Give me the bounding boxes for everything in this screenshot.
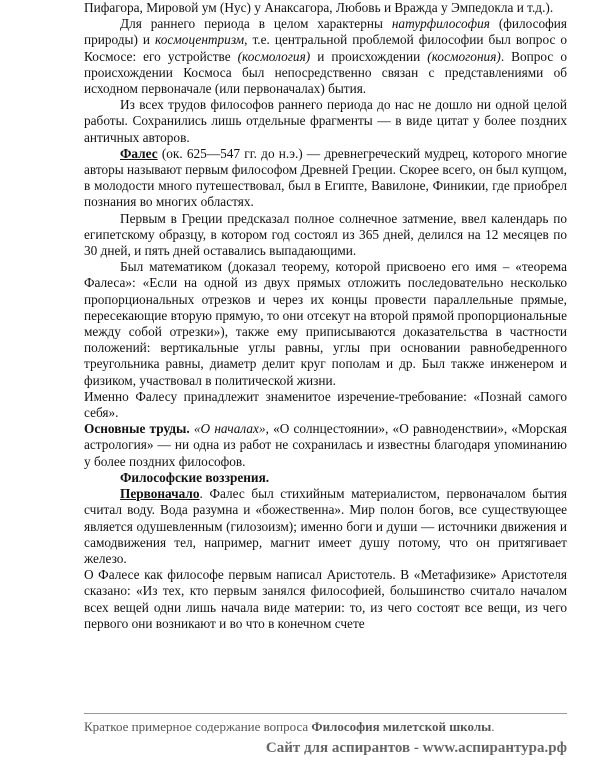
title-on-principles: «О началах» [193, 421, 266, 437]
paragraph-fragments: Из всех трудов философов раннего периода до нас не дошло ни одной целой работы. Сохранились лишь отдельные фрагменты — в виде цитат у более поздних античных авторов. [84, 97, 567, 145]
paragraph-main-works: Основные труды. «О началах», «О солнцестоянии», «О равноденствии», «Морская астрология» — ни одна из работ не сохранилась и известны благодаря упоминанию у более поздних философов. [84, 421, 567, 469]
term-first-principle: Первоначало [120, 486, 200, 502]
paragraph-intro-end: Пифагора, Мировой ум (Нус) у Анаксагора, Любовь и Вражда у Эмпедокла и т.д.). [84, 0, 554, 15]
footer-topic: Философия милетской школы [311, 719, 492, 734]
term-cosmogony: (космогония) [427, 48, 501, 64]
footer-divider [84, 713, 567, 714]
paragraph-eclipse: Первым в Греции предсказал полное солнечное затмение, ввел календарь по египетскому образцу, в котором год состоял из 365 дней, делился на 12 месяцев по 30 дней, и пять дней оставались выпадающими. [84, 210, 567, 259]
paragraph-thales-bio: Фалес (ок. 625—547 гг. до н.э.) — древнегреческий мудрец, которого многие авторы называют первым философом Древней Греции. Скорее всего, он был купцом, в молодости много путешествовал, был в Египте, Вавилоне, Финикии, где приобрел познания во многих областях. [84, 145, 567, 210]
footer-summary: Краткое примерное содержание вопроса Философия милетской школы. [84, 719, 495, 734]
term-cosmocentrism: космоцентризм [155, 32, 245, 48]
term-cosmology: (космология) [237, 48, 311, 64]
paragraph-mathematician: Был математиком (доказал теорему, которой присвоено его имя – «теорема Фалеса»: «Если на одной из двух прямых отложить последовательно несколько пропорциональных отрезков и через их концы провести параллельные прямые, пересекающие вторую прямую, то они отсекут на второй прямой пропорциональные между собой отрезки»), также ему приписываются доказательства в частности положений: вертикальные углы равны, углы при основании равнобедренного треугольника равны, диаметр делит круг пополам и др. Был также инженером и физиком, участвовал в политической жизни. [84, 259, 567, 388]
heading-philosophical-views: Философские воззрения. [120, 469, 270, 485]
heading-main-works: Основные труды. [84, 421, 194, 437]
body-text [84, 0, 567, 632]
paragraph-aristotle: О Фалесе как философе первым написал Аристотель. В «Метафизике» Аристотеля сказано: «Из тех, кто первым занялся философией, большинство считало началом всех вещей одни лишь начала виде материи: то, из чего состоят все вещи, из чего первого они возникают и во что в конечном счете [84, 567, 567, 631]
paragraph-early-period: Для раннего периода в целом характерны натурфилософия (философия природы) и космоцентризм, т.е. центральной проблемой философии был вопрос о Космосе: его устройстве (космология) и происхождении (космогония). Вопрос о происхождении Космоса был непосредственно связан с представлениями об исходном первоначале (или первоначалах) бытия. [84, 16, 567, 97]
paragraph-know-thyself: Именно Фалесу принадлежит знаменитое изречение-требование: «Познай самого себя». [84, 388, 567, 421]
footer-site: Сайт для аспирантов - www.аспирантура.рф [265, 740, 567, 756]
name-thales: Фалес [120, 145, 158, 161]
paragraph-first-principle: Первоначало. Фалес был стихийным материалистом, первоначалом бытия считал воду. Вода разумна и «божественна». Мир полон богов, все существующее является одушевленным (гилозоизм); именно боги и души — источники движения и самодвижения тел, например, магнит имеет душу потому, что он притягивает железо. [84, 486, 567, 566]
term-natural-philosophy: натурфилософия [391, 16, 490, 32]
